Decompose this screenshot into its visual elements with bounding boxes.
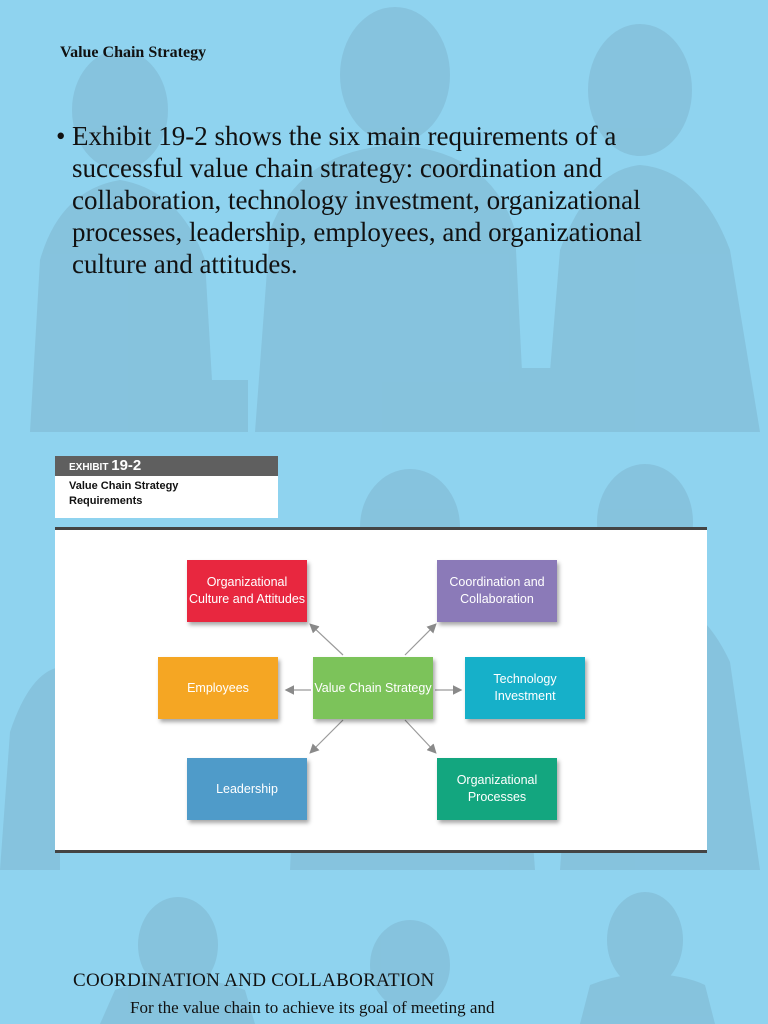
bullet-text: Exhibit 19-2 shows the six main requirements of a successful value chain strategy: coordination and collaboration, technology investment, organizational processes, leadership, employees, and organizational culture and attitudes.: [72, 121, 643, 279]
box-employees-label: Employees: [187, 680, 249, 695]
box-technology-label: Technology Investment: [493, 672, 557, 703]
value-chain-diagram: [55, 527, 707, 853]
arrow-to-processes: [405, 720, 435, 752]
arrow-to-coordination: [405, 625, 435, 655]
box-culture-label: Organizational Culture and Attitudes: [188, 575, 306, 606]
exhibit-caption-text: [55, 476, 278, 509]
box-processes: [437, 758, 557, 820]
box-coordination-label: Coordination and Collaboration: [449, 575, 545, 606]
box-leadership-label: Leadership: [216, 781, 278, 796]
box-technology: [465, 657, 585, 719]
exhibit-caption-line1: Value Chain Strategy: [69, 480, 179, 492]
bullet-icon: •: [56, 121, 66, 151]
slide-coordination-and-collaboration: [0, 870, 768, 1024]
exhibit-caption-line2: Requirements: [69, 495, 143, 507]
section-paragraph: For the value chain to achieve its goal of meeting and: [130, 998, 495, 1017]
box-center-label: Value Chain Strategy: [314, 680, 432, 695]
slide-value-chain-strategy: [0, 0, 768, 432]
box-coordination: [437, 560, 557, 622]
box-culture: [187, 560, 307, 622]
exhibit-label: EXHIBIT: [69, 462, 109, 473]
exhibit-caption: [55, 456, 278, 518]
bullet-point: [56, 120, 706, 280]
arrow-to-leadership: [311, 720, 343, 752]
exhibit-number: 19-2: [111, 457, 142, 474]
section-heading: COORDINATION AND COLLABORATION: [73, 970, 435, 991]
exhibit-label-bar: [55, 456, 278, 476]
box-leadership: [187, 758, 307, 820]
box-employees: [158, 657, 278, 719]
arrow-to-culture: [311, 625, 343, 655]
box-center-value-chain-strategy: [313, 657, 433, 719]
box-processes-label: Organizational Processes: [456, 773, 538, 804]
slide-exhibit-19-2: [0, 432, 768, 870]
slide-title: Value Chain Strategy: [60, 44, 207, 61]
